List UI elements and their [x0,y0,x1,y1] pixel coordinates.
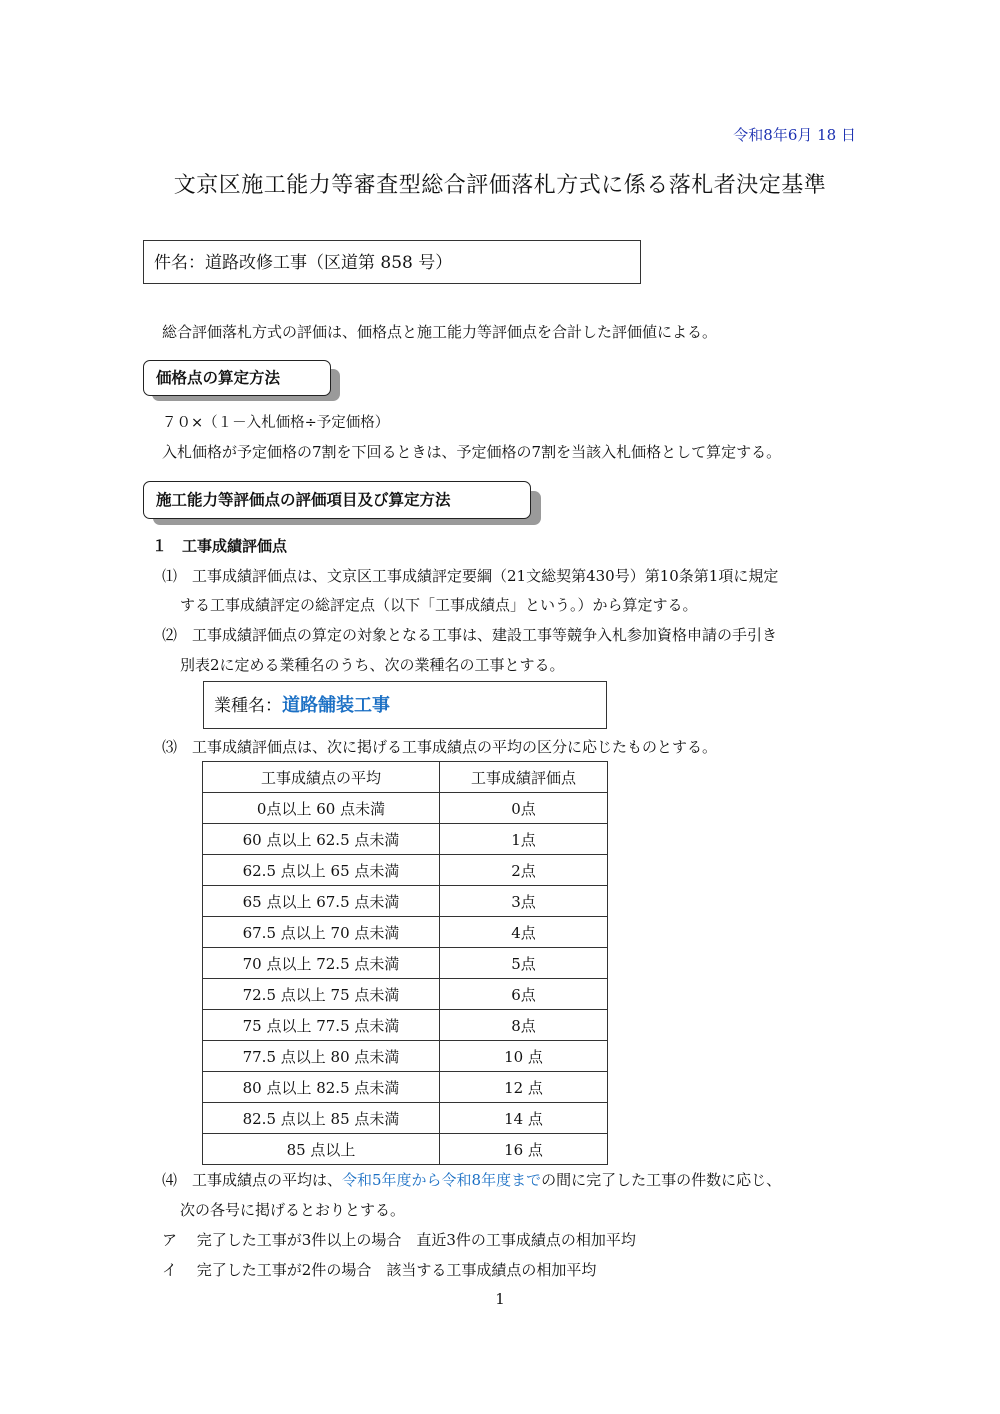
table-row [203,979,608,1010]
paragraph-1-line2: する工事成績評定の総評定点（以下「工事成績点」という。）から算定する。 [180,596,698,614]
paragraph-4-line2: 次の各号に掲げるとおりとする。 [180,1201,406,1219]
table-row [203,886,608,917]
table-cell-range: 77.5 点以上 80 点未満 [203,1041,440,1072]
table-cell-score: 10 点 [440,1041,608,1072]
industry-label: 業種名： [214,696,282,716]
table-cell-score: 2点 [440,855,608,886]
table-row [203,824,608,855]
table-row [203,948,608,979]
subject-box: 件名：道路改修工事（区道第 858 号） [143,240,641,284]
table-row [203,1010,608,1041]
paragraph-4-period: 令和5年度から令和8年度まで [342,1171,542,1189]
item1-title: １ 工事成績評価点 [152,537,288,555]
table-cell-score: 1点 [440,824,608,855]
item-i: イ 完了した工事が2件の場合 該当する工事成績点の相加平均 [162,1261,597,1279]
table-row [203,793,608,824]
table-cell-range: 65 点以上 67.5 点未満 [203,886,440,917]
paragraph-3: ⑶ 工事成績評価点は、次に掲げる工事成績点の平均の区分に応じたものとする。 [162,738,718,756]
table-cell-range: 85 点以上 [203,1134,440,1165]
document-date: 令和8年6月 18 日 [733,126,856,144]
industry-box [203,681,607,729]
table-row [203,1134,608,1165]
price-note: 入札価格が予定価格の7割を下回るときは、予定価格の7割を当該入札価格として算定する。 [162,443,782,461]
table-cell-score: 3点 [440,886,608,917]
table-row [203,917,608,948]
price-formula: ７０×（１－入札価格÷予定価格） [162,415,390,431]
table-cell-range: 0点以上 60 点未満 [203,793,440,824]
industry-value: 道路舗装工事 [282,695,390,716]
table-cell-range: 70 点以上 72.5 点未満 [203,948,440,979]
price-heading-label: 価格点の算定方法 [143,360,331,396]
table-row [203,1072,608,1103]
table-cell-range: 67.5 点以上 70 点未満 [203,917,440,948]
table-header-score: 工事成績評価点 [440,762,608,793]
paragraph-4-line1 [162,1169,781,1191]
table-cell-score: 8点 [440,1010,608,1041]
item-a: ア 完了した工事が3件以上の場合 直近3件の工事成績点の相加平均 [162,1231,636,1249]
table-header-row [203,762,608,793]
grade-table [202,761,608,1165]
table-header-average: 工事成績点の平均 [203,762,440,793]
table-row [203,1103,608,1134]
paragraph-4-suffix: の間に完了した工事の件数に応じ、 [541,1171,782,1189]
table-row [203,855,608,886]
paragraph-1-line1: ⑴ 工事成績評価点は、文京区工事成績評定要綱（21文総契第430号）第10条第1項に規定 [162,567,779,585]
paragraph-2-line1: ⑵ 工事成績評価点の算定の対象となる工事は、建設工事等競争入札参加資格申請の手引き [162,626,778,644]
table-cell-score: 4点 [440,917,608,948]
table-cell-range: 62.5 点以上 65 点未満 [203,855,440,886]
table-cell-range: 82.5 点以上 85 点未満 [203,1103,440,1134]
table-cell-range: 75 点以上 77.5 点未満 [203,1010,440,1041]
paragraph-2-line2: 別表2に定める業種名のうち、次の業種名の工事とする。 [180,656,565,674]
table-cell-range: 72.5 点以上 75 点未満 [203,979,440,1010]
table-cell-score: 16 点 [440,1134,608,1165]
paragraph-4-prefix: ⑷ 工事成績点の平均は、 [162,1171,343,1189]
document-title: 文京区施工能力等審査型総合評価落札方式に係る落札者決定基準 [173,173,827,198]
page-number: 1 [495,1290,505,1308]
table-cell-range: 60 点以上 62.5 点未満 [203,824,440,855]
table-cell-score: 0点 [440,793,608,824]
table-row [203,1041,608,1072]
intro-text: 総合評価落札方式の評価は、価格点と施工能力等評価点を合計した評価値による。 [162,323,718,341]
capability-heading-label: 施工能力等評価点の評価項目及び算定方法 [143,481,531,519]
table-cell-score: 12 点 [440,1072,608,1103]
table-cell-score: 5点 [440,948,608,979]
table-cell-score: 14 点 [440,1103,608,1134]
table-cell-range: 80 点以上 82.5 点未満 [203,1072,440,1103]
table-cell-score: 6点 [440,979,608,1010]
